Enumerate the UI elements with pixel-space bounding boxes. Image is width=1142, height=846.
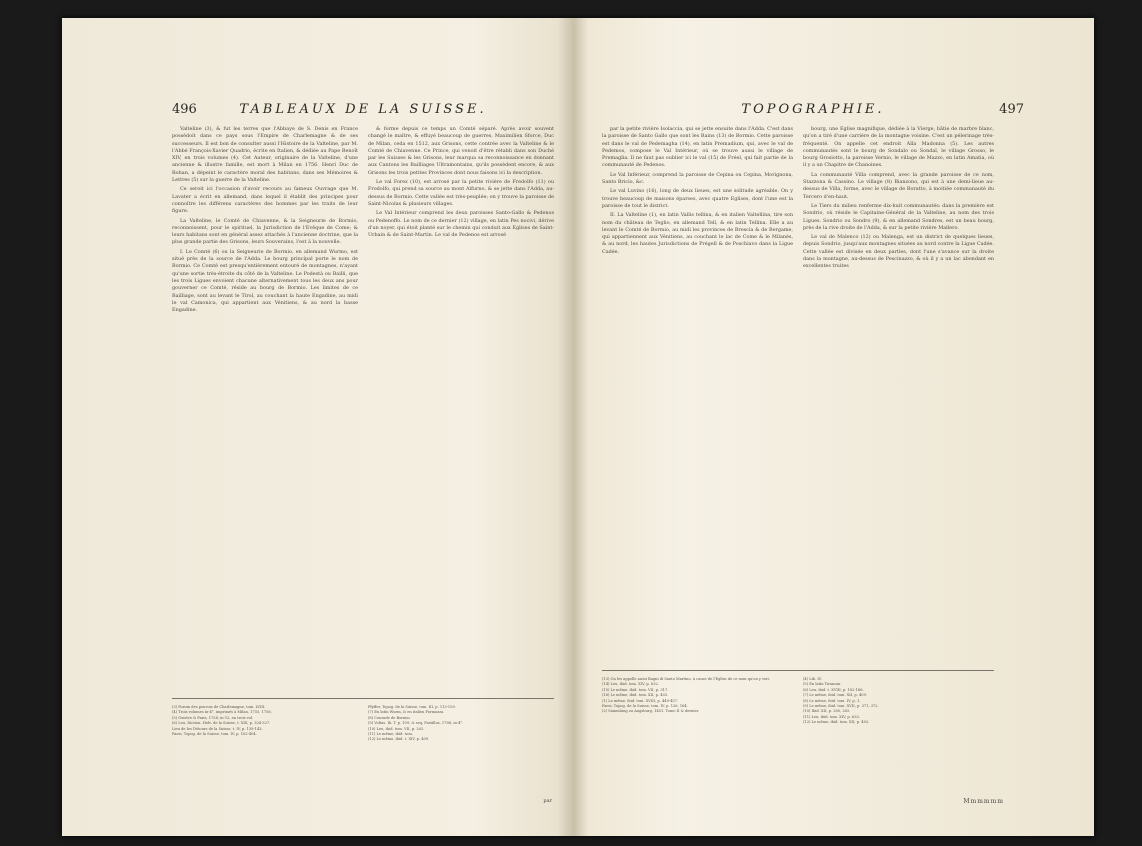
footnote: (7) En latin Wurm, & en italien Formazza. <box>368 710 445 715</box>
paragraph: I. Le Comté (6) ou la Seigneurie de Bormio, en allemand Wurmo, est situé près de la source de l'Adda. Le bourg principal porte le nom de Bormio. Ce Comté est presqu'entièrement entouré de montagnes, n'ayant qu'une sortie très-étroite du côté de la Valteline. Le Podestà ou Bailli, que les trois Ligues envoient chacune alternativement tous les deux ans pour gouverner ce Comté, réside au bourg de Bormio. Les limites de ce Bailliage, sont au levant le Tirol, au couchant la haute Engadine, au midi le val Camonica, qui appartient aux Vénitiens, & au nord la basse Engadine. <box>172 248 358 314</box>
footnote: (15) Le même, ibid. tom. VII, p. 317. <box>602 687 669 692</box>
paragraph: La communauté Villa comprend, avec la grande paroisse de ce nom, Stazzona & Cassino. Le village (8) Bianzono, qui est à une demi-lieue au-dessus de Villa, forme, avec le village de Boratto, à moitiée communauté du Tercero d'en-haut. <box>803 171 994 200</box>
footnote: (10) Ibid. XII, p. 280, 282. <box>803 709 851 714</box>
footnote: (6) Leu, Diction. Helv. de la Suisse, t. XIX, p. 324-327. <box>172 721 271 726</box>
right-footnotes <box>602 670 994 767</box>
footnote: Pfyffer, Topog. de la Suisse, tom. III, p. 113-159. <box>368 705 456 709</box>
left-footnotes-col-2 <box>368 705 554 795</box>
right-page-number: 497 <box>999 102 1024 117</box>
paragraph: & forme depuis ce temps un Comté séparé. Après avoir souvent changé le maître, & effuyé beaucoup de guerres, Maximilien Sforce, Duc de Milan, ceda en 1512, aux Grisons, cette contrée avec la Valteline & le Comté de Chiavenne. Ce Prince, qui venoit d'être rétabli dans son Duché par les Suisses & les Grisons, leur marqua sa reconnoissance en donnant aux Cantons les Bailliages Ultramontains, qu'ils possèdent encore, & aux Grisons les trois petites Provinces dont nous faisons ici la description. <box>368 126 554 176</box>
right-page-body <box>602 126 994 686</box>
paragraph: Valteline (3), & fut les terres que l'Abbaye de S. Denis en France possédoit dans ce pays sous l'Empire de Charlemagne & de ses successeurs. Il est bon de consulter aussi l'Histoire de la Valteline, par M. l'Abbé François-Xavier Quadrio, écrite en Italien, & dédiée au Pape Benoît XIV, en trois volumes (4). Cet Auteur, originaire de la Valteline, d'une ancienne & illustre famille, est mort à Milan en 1756. Henri Duc de Rohan, a dépeint le caractère moral des habitans, dans ses Mémoires & Lettres (5) sur la guerre de la Valteline. <box>172 126 358 184</box>
footnote: Faesi, Topog. de la Suisse, tom. IV, p. 102-404. <box>172 732 257 737</box>
footnote: (8) Conrade de Bormio. <box>368 715 411 720</box>
catchword: par <box>543 798 552 804</box>
paragraph: Le Tiers du milieu renferme dix-huit communautés: dans la première est Sondrio, où réside le Capitaine-Général de la Valteline, au nom des trois Ligues. Sondrio ou Sondro (9), & en allemand Sondres, est un beau bourg, près de la rive droite de l'Adda, & sur la petite rivière Mallero. <box>803 202 994 231</box>
footnote: (4) Lib. IV. <box>803 677 822 681</box>
footnote: Lieu de les Détours de la Suisse, t. IV, p. 139-143. <box>172 726 263 731</box>
paragraph: Le Val Inférieur, comprend la paroisse de Cepina ou Cepina, Morignona, Santo Bricio, &c. <box>602 171 793 186</box>
left-page-body <box>172 126 554 686</box>
footnote: (11) Le même, ibid. tom. <box>368 732 413 737</box>
left-page <box>72 18 564 836</box>
footnote: (5) En latin Tiranum. <box>803 682 842 687</box>
paragraph: bourg, une Eglise magnifique, dédiée à la Vierge, bâtie de marbre blanc, qu'on a tiré d'une carrière de la montagne voisine. C'est un pélerinage très-fréquenté. On appelle cet endroit Alla Madonna (5). Les autres communautés sont le bourg de Sondalo ou Sondal, le village Grosso, le bourg Grosiotto, la paroisse Vernio, le village de Mazzo, en latin Amatia, où il y a un Chapitre de Chanoines. <box>803 126 994 169</box>
paragraph: II. La Valteline (1), en latin Vallis tellina, & en italien Valtellina, tire son nom du château de Teglio, en allemand Tell, & en latin Tellina. Elle a au levant le Comté de Bormio, au midi les provinces de Brescia & de Bergame, qui appartiennent aux Vénitiens, au couchant le lac de Come & le Milanès, & au nord, les hautes Jurisdictions de Prégell & de Poschiavo dans la Ligue Cadée. <box>602 212 793 255</box>
left-footnotes <box>172 698 554 795</box>
footnote: (13) On les appelle aussi Bagni di Santo Martino, à cause de l'Eglise de ce nom qu'on y voit. <box>602 677 771 681</box>
footnote: (8) Le même, ibid. tom. IV, p. 1. <box>803 698 861 703</box>
paragraph: Le val Luvino (16), long de deux lieues, est une solitude agréable. On y trouve beaucoup de maisons éparses, avec quatre Eglises, dont l'une est la paroisse de tout le district. <box>602 188 793 209</box>
footnote: (12) Le même, ibid. t. XIV, p. 409. <box>368 737 430 742</box>
footnote: (6) Leu, ibid. t. XVIII, p. 182-186. <box>803 687 864 692</box>
right-column-2 <box>803 126 994 686</box>
footnote: (3) Forum des pouvois de Charlemagne, tom. LVIII. <box>172 705 266 709</box>
footnote: (7) Le même, ibid. tom. XII, p. 409. <box>803 693 867 698</box>
right-page-header <box>602 102 1024 122</box>
right-page <box>592 18 1084 836</box>
footnote: (1) Le même, ibid. tom. XVIII, p. 449-457. <box>602 698 679 703</box>
right-running-title: TOPOGRAPHIE. <box>741 102 885 117</box>
left-running-title: TABLEAUX DE LA SUISSE. <box>239 102 487 117</box>
right-column-1 <box>602 126 793 686</box>
footnote: (11) Leu, ibid. tom. XIV, p. 633. <box>803 714 860 719</box>
book-spread <box>62 18 1094 836</box>
left-column-1 <box>172 126 358 686</box>
paragraph: Le val de Malenco (12) ou Malenga, est un district de quelques lieues, depuis Sondrio, jusqu'aux montagnes situées au nord contre la Ligue Cadée. Cette vallée est divisée en deux parties, dont l'une s'avance sur la droite dans la montagne, au-dessus de Pescinazzo, & où il y a un lac abondant en excellentes truites <box>803 234 994 270</box>
footnote: (9) Le même, ibid. tom. XVII, p. 371, 372. <box>803 704 879 709</box>
right-footnotes-col-1 <box>602 677 793 767</box>
paragraph: La Valteline, le Comté de Chiavenne, & la Seigneurie de Bormio, reconnoissent, pour le spirituel, la Jurisdiction de l'Evêque de Come; & leurs habitans sont en général assez attachés à l'ancienne doctrine, que la plus grande partie des Grisons, leurs Souverains, l'est à la nouvelle. <box>172 217 358 246</box>
right-footnotes-col-2 <box>803 677 994 767</box>
paragraph: Le Val Intérieur comprend les deux paroisses Santo-Gallo & Pedenos ou Pedenoffo. Le nom de ce dernier (12) village, en latin Pes nocivi, dérive d'un noyer, qui étoit planté sur le chemin qui conduit aux Eglises de Saint-Urbain & de Saint-Martin. Le val de Pedenos est arrosé <box>368 210 554 239</box>
left-footnotes-col-1 <box>172 705 358 795</box>
footnote: (14) Leu, ibid. tom. XIV, p. 632. <box>602 682 659 687</box>
footnote: (10) Leu, ibid. tom. VII, p. 202. <box>368 726 425 731</box>
paragraph: par la petite rivière Isolaccia, qui se jette ensuite dans l'Adda. C'est dans la paroisse de Santo Gallo que sont les Bains (13) de Bormio. Cette paroisse est dans le val de Pedemagha (14), en latin Premadium, qui, avec le val de Pedemos, compose le Val Intérieur, où se trouve aussi le village de Premaglia. Il ne faut pas oublier ici le val (15) de Fréel, qui fait partie de la communauté de Pedenos. <box>602 126 793 169</box>
footnote: (16) Le même, ibid. tom. XII, p. 403. <box>602 693 669 698</box>
footnote: (2) Sammlung zu Augsburg, 1451. Tome II & dernier. <box>602 709 700 714</box>
paragraph: Ce seroit ici l'occasion d'avoir recours au fameux Ouvrage que M. Lavater a écrit en allemand, dans lequel il établit des principes pour connoître les différens caractères des hommes par les traits de leur figure. <box>172 186 358 215</box>
left-column-2 <box>368 126 554 686</box>
paragraph: Le val Forez (10), est arrosé par la petite rivière de Fredolfo (11) ou Frodolfo, qui prend sa source au mont Alfurno, & se jette dans l'Adda, au-dessus de Bormio. Cette vallée est très-peuplée; on y trouve la paroisse de Saint-Nicolas & plusieurs villages. <box>368 179 554 207</box>
footnote: (12) Le même, ibid. tom. XII, p. 402. <box>803 720 870 725</box>
left-page-header <box>172 102 554 122</box>
signature-mark: Mmmmmm <box>963 798 1004 805</box>
footnote: Faesi, Topog. de la Suisse, tom. IV, p. 126, 164. <box>602 704 688 709</box>
footnote: (5) Genève & Paris, 1758, in-12, en trois vol. <box>172 715 254 720</box>
left-page-number: 496 <box>172 102 197 117</box>
footnote: (4) Trois volumes in-4°, imprimés à Milan, 1755, 1756. <box>172 710 272 715</box>
footnote: (9) Voltas. Ib. T. p. 109, & seq. Pastillus, 1788, in-4°. <box>368 721 464 726</box>
